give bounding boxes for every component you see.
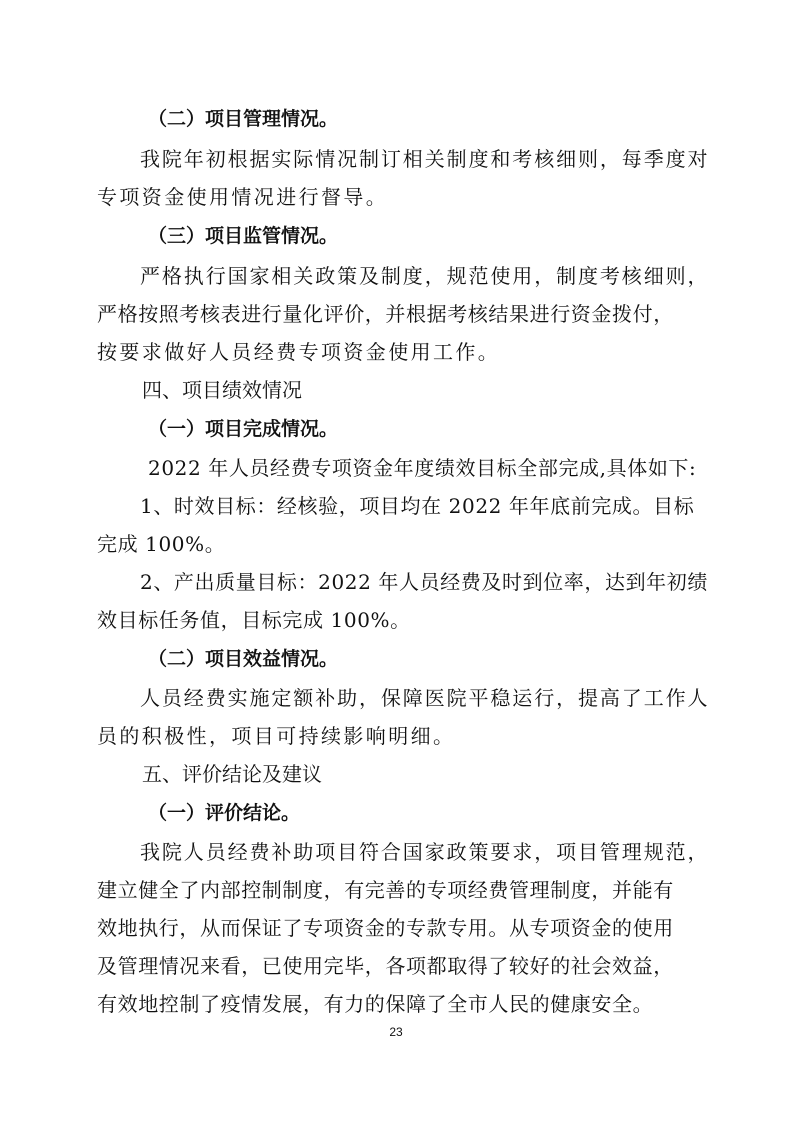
paragraph-line: 有效地控制了疫情发展，有力的保障了全市人民的健康安全。: [97, 992, 654, 1016]
paragraph-line: 建立健全了内部控制制度，有完善的专项经费管理制度，并能有: [97, 878, 674, 902]
section-heading-benefit: （二）项目效益情况。: [148, 648, 339, 670]
paragraph-line: 及管理情况来看，已使用完毕，各项都取得了较好的社会效益，: [97, 954, 674, 978]
paragraph-line: 2022 年人员经费专项资金年度绩效目标全部完成,具体如下:: [148, 456, 697, 480]
paragraph-line: 按要求做好人员经费专项资金使用工作。: [97, 340, 501, 364]
paragraph-line: 我院人员经费补助项目符合国家政策要求，项目管理规范，: [140, 840, 710, 864]
chapter-heading-performance: 四、项目绩效情况: [142, 378, 302, 402]
paragraph-line: 严格执行国家相关政策及制度，规范使用，制度考核细则，: [140, 264, 710, 288]
section-heading-project-supervision: （三）项目监管情况。: [148, 225, 339, 247]
paragraph-line: 专项资金使用情况进行督导。: [97, 185, 389, 209]
paragraph-line: 人员经费实施定额补助，保障医院平稳运行，提高了工作人: [140, 686, 710, 710]
paragraph-line: 1、时效目标：经核验，项目均在 2022 年年底前完成。目标: [140, 494, 695, 518]
paragraph-line: 效地执行，从而保证了专项资金的专款专用。从专项资金的使用: [97, 916, 674, 940]
paragraph-line: 2、产出质量目标：2022 年人员经费及时到位率，达到年初绩: [140, 570, 708, 594]
section-heading-completion: （一）项目完成情况。: [148, 418, 339, 440]
paragraph-line: 我院年初根据实际情况制订相关制度和考核细则，每季度对: [140, 147, 710, 171]
paragraph-line: 完成 100%。: [97, 532, 226, 556]
paragraph-line: 严格按照考核表进行量化评价，并根据考核结果进行资金拨付，: [97, 302, 674, 326]
paragraph-line: 员的积极性，项目可持续影响明细。: [97, 724, 456, 748]
section-heading-evaluation: （一）评价结论。: [148, 802, 301, 824]
section-heading-project-management: （二）项目管理情况。: [148, 108, 339, 130]
chapter-heading-conclusion: 五、评价结论及建议: [142, 762, 322, 786]
page-number: 23: [389, 1025, 403, 1039]
paragraph-line: 效目标任务值，目标完成 100%。: [97, 608, 411, 632]
